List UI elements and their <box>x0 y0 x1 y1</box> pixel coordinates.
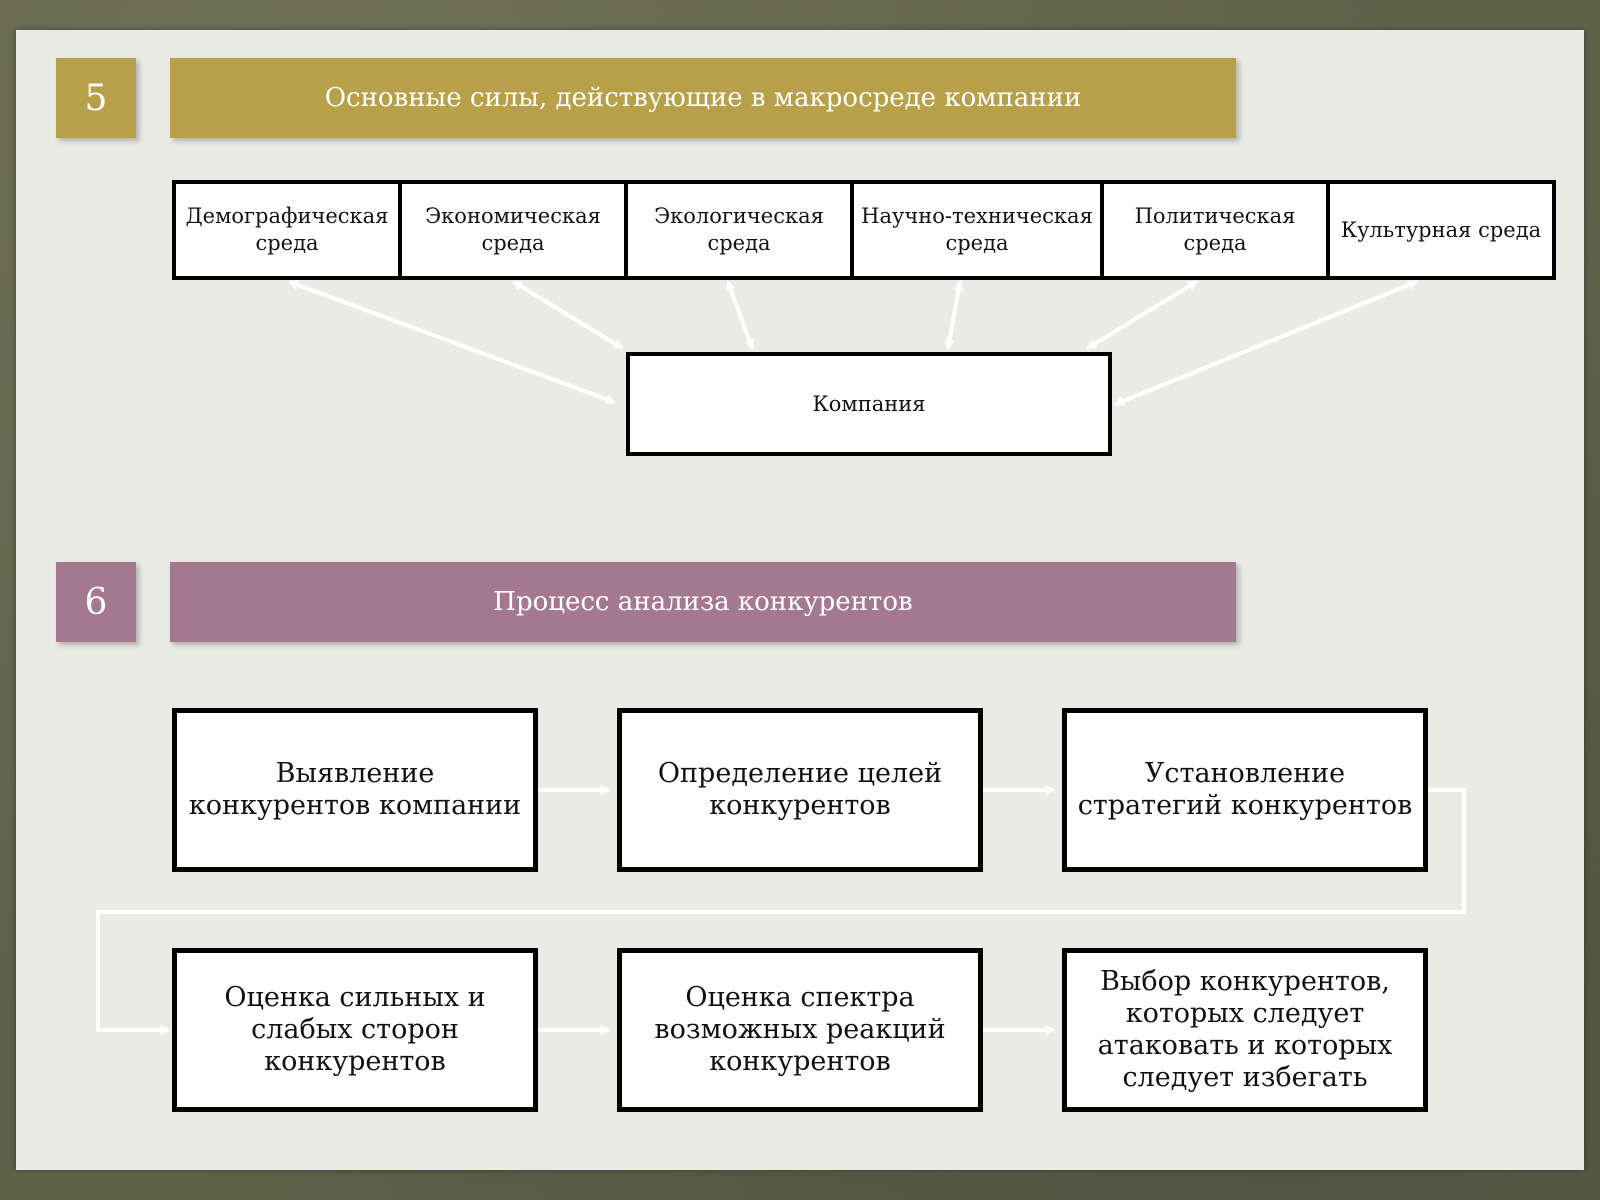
arrow-to-political <box>1088 282 1196 348</box>
section-6-number: 6 <box>56 562 136 642</box>
force-demographic: Демографическая среда <box>172 180 402 280</box>
arrow-to-cultural <box>1116 282 1416 404</box>
force-political: Политическая среда <box>1100 180 1330 280</box>
arrow-to-scitech <box>948 282 960 348</box>
step-assess-strengths: Оценка сильных и слабых сторон конкурентов <box>172 948 538 1112</box>
arrow-to-ecological <box>728 282 752 348</box>
force-cultural: Культурная среда <box>1326 180 1556 280</box>
force-ecological: Экологическая среда <box>624 180 854 280</box>
arrow-to-demographic <box>290 282 614 402</box>
step-identify-competitors: Выявление конкурентов компании <box>172 708 538 872</box>
section-5-number: 5 <box>56 58 136 138</box>
arrow-to-economic <box>514 282 622 348</box>
step-define-goals: Определение целей конкурентов <box>617 708 983 872</box>
step-choose-competitors: Выбор конкурентов, которых следует атаковать и которых следует избегать <box>1062 948 1428 1112</box>
section-6-title: Процесс анализа конкурентов <box>170 562 1236 642</box>
slide <box>16 30 1584 1170</box>
step-determine-strategies: Установление стратегий конкурентов <box>1062 708 1428 872</box>
company-box: Компания <box>626 352 1112 456</box>
force-economic: Экономическая среда <box>398 180 628 280</box>
section-5-title: Основные силы, действующие в макросреде компании <box>170 58 1236 138</box>
step-assess-reactions: Оценка спектра возможных реакций конкурентов <box>617 948 983 1112</box>
force-scitech: Научно-техническая среда <box>850 180 1104 280</box>
